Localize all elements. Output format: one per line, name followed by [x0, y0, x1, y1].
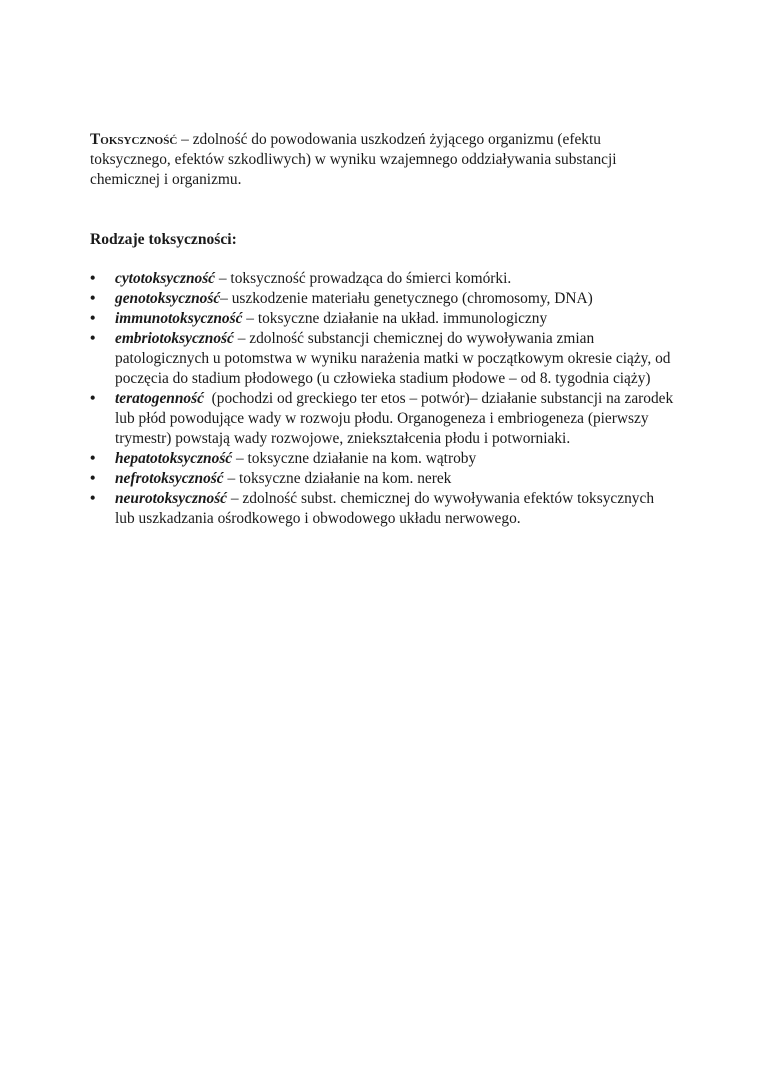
- toxicity-types-list: [90, 269, 678, 529]
- item-term: neurotoksyczność: [115, 490, 228, 507]
- item-term: immunotoksyczność: [115, 310, 243, 327]
- bullet-icon: •: [90, 310, 96, 327]
- bullet-icon: •: [90, 450, 96, 467]
- list-item-immunotoksycznosc: [90, 309, 675, 329]
- item-term: genotoksyczność: [115, 290, 221, 307]
- bullet-icon: •: [90, 390, 96, 407]
- list-item-embriotoksycznosc: [90, 329, 675, 389]
- item-text: – uszkodzenie materiału genetycznego (chromosomy, DNA): [220, 290, 593, 307]
- bullet-icon: •: [90, 490, 96, 507]
- item-term: cytotoksyczność: [115, 270, 216, 287]
- bullet-icon: •: [90, 290, 96, 307]
- bullet-icon: •: [90, 470, 96, 487]
- definition-paragraph: [90, 130, 675, 190]
- list-item-hepatotoksycznosc: [90, 449, 675, 469]
- list-item-neurotoksycznosc: [90, 489, 675, 529]
- item-text: – toksyczne działanie na kom. wątroby: [232, 450, 477, 467]
- item-term: nefrotoksyczność: [115, 470, 224, 487]
- item-term: hepatotoksyczność: [115, 450, 233, 467]
- definition-text: – zdolność do powodowania uszkodzeń żyjącego organizmu (efektu toksycznego, efektów szkodliwych) w wyniku wzajemnego oddziaływania substancji chemicznej i organizmu.: [90, 131, 617, 188]
- item-text: – toksyczne działanie na kom. nerek: [223, 470, 452, 487]
- list-item-genotoksycznosc: [90, 289, 675, 309]
- list-item-teratogennosc: [90, 389, 678, 449]
- item-text: – toksyczność prowadząca do śmierci komórki.: [215, 270, 512, 287]
- document-page: [90, 130, 678, 529]
- item-term: teratogenność: [115, 390, 204, 407]
- bullet-icon: •: [90, 330, 96, 347]
- item-text: – zdolność substancji chemicznej do wywoływania zmian patologicznych u potomstwa w wyniku narażenia matki w początkowym okresie ciąży, od poczęcia do stadium płodowego (u człowieka stadium płodowe – od 8. tygodnia ciąży): [115, 330, 671, 387]
- item-text: (pochodzi od greckiego ter etos – potwór)– działanie substancji na zarodek lub płód powodujące wady w rozwoju płodu. Organogeneza i embriogeneza (pierwszy trymestr) powstają wady rozwojowe, zniekształcenia płodu i potworniaki.: [115, 390, 678, 447]
- list-item-nefrotoksycznosc: [90, 469, 675, 489]
- item-text: – zdolność subst. chemicznej do wywoływania efektów toksycznych lub uszkadzania ośrodkowego i obwodowego układu nerwowego.: [115, 490, 655, 527]
- bullet-icon: •: [90, 270, 96, 287]
- item-text: – toksyczne działanie na układ. immunologiczny: [242, 310, 548, 327]
- list-item-cytotoksycznosc: [90, 269, 675, 289]
- item-term: embriotoksyczność: [115, 330, 234, 347]
- definition-term: Toksyczność: [90, 131, 178, 148]
- section-heading: Rodzaje toksyczności:: [90, 231, 237, 248]
